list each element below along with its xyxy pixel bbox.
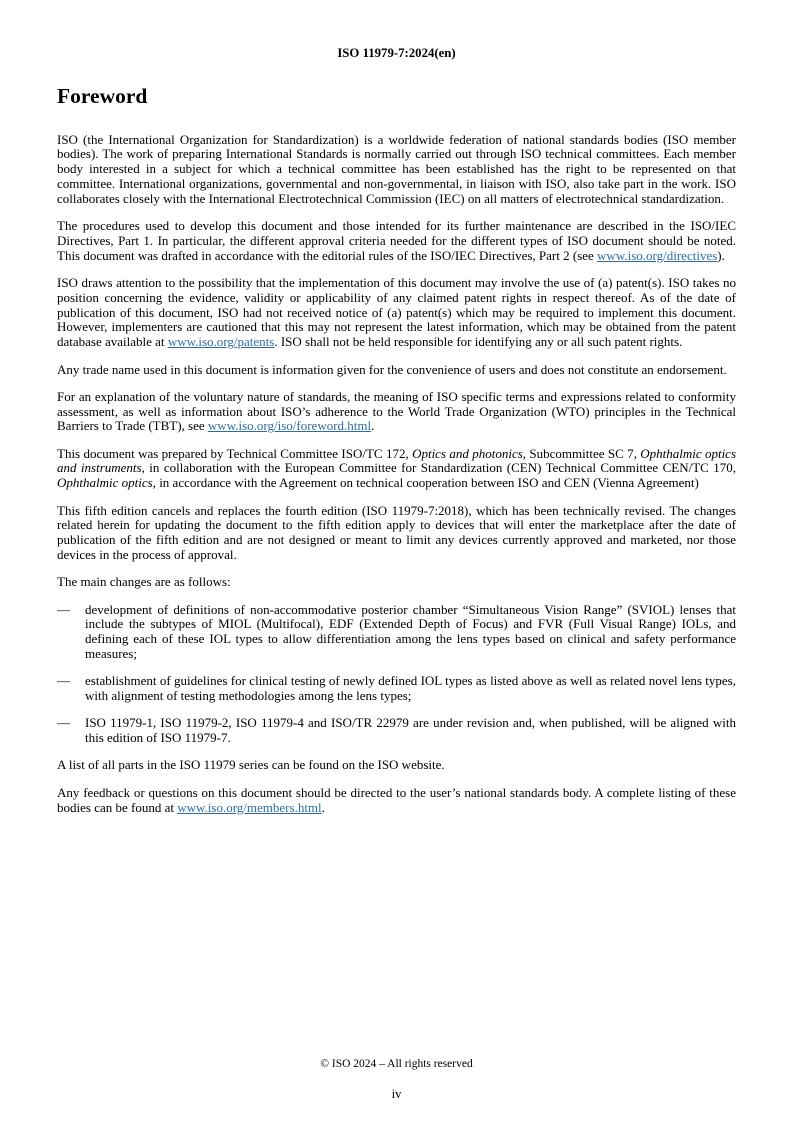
paragraph: This document was prepared by Technical Committee ISO/TC 172, Optics and photonics, Subcommittee SC 7, Ophthalmic optics and instruments, in collaboration with the European Committee for Standardization (CEN) Technical Committee CEN/TC 170, Ophthalmic optics, in accordance with the Agreement on technical cooperation between ISO and CEN (Vienna Agreement) — [57, 445, 737, 491]
hyperlink[interactable]: www.iso.org/members.html — [177, 799, 322, 815]
list-item-text: establishment of guidelines for clinical testing of newly defined IOL types as listed above as well as related novel lens types, with alignment of testing methodologies among the lens types; — [85, 673, 736, 704]
paragraph: This fifth edition cancels and replaces the fourth edition (ISO 11979-7:2018), which has been technically revised. The changes related herein for updating the document to the fifth edition apply to devices that will enter the marketplace after the date of publication of the fifth edition and are not designed or meant to limit any devices currently approved and marketed, nor those devices in the process of approval. — [57, 502, 736, 562]
page-number: iv — [391, 1087, 402, 1101]
list-item-text: development of definitions of non-accommodative posterior chamber “Simultaneous Vision Range” (SVIOL) lenses that include the subtypes of MIOL (Multifocal), EDF (Extended Depth of Focus) and FVR (Full Visual Range) IOLs, and defining each of these IOL types to allow differentiation among the lens types based on clinical and safety performance measures; — [85, 601, 736, 661]
list-item-text: ISO 11979-1, ISO 11979-2, ISO 11979-4 and ISO/TR 22979 are under revision and, when published, will be aligned with this edition of ISO 11979-7. — [85, 715, 736, 746]
paragraph: Any trade name used in this document is information given for the convenience of users and does not constitute an endorsement. — [57, 361, 727, 377]
paragraph: ISO (the International Organization for Standardization) is a worldwide federation of national standards bodies (ISO member bodies). The work of preparing International Standards is normally carried out through ISO technical committees. Each member body interested in a subject for which a technical committee has been established has the right to be represented on that committee. International organizations, governmental and non-governmental, in liaison with ISO, also take part in the work. ISO collaborates closely with the International Electrotechnical Commission (IEC) on all matters of electrotechnical standardization. — [57, 131, 736, 206]
document-footer — [0, 1058, 793, 1102]
document-body — [57, 133, 736, 816]
italic-text: Ophthalmic optics and instruments — [57, 445, 737, 476]
hyperlink[interactable]: www.iso.org/iso/foreword.html — [207, 418, 372, 434]
hyperlink[interactable]: www.iso.org/patents — [167, 334, 275, 350]
italic-text: Optics and photonics — [412, 445, 523, 461]
document-reference: ISO 11979-7:2024(en) — [337, 46, 456, 60]
list-dash: — — [57, 673, 70, 689]
list-item — [57, 603, 736, 662]
paragraph: Any feedback or questions on this document should be directed to the user’s national standards body. A complete listing of these bodies can be found at www.iso.org/members.html. — [57, 784, 736, 815]
page-title: Foreword — [57, 84, 148, 108]
hyperlink[interactable]: www.iso.org/directives — [597, 247, 718, 263]
italic-text: Ophthalmic optics, — [57, 475, 156, 491]
paragraph: For an explanation of the voluntary nature of standards, the meaning of ISO specific terms and expressions related to conformity assessment, as well as information about ISO’s adherence to the World Trade Organization (WTO) principles in the Technical Barriers to Trade (TBT), see www.iso.org/iso/foreword.html. — [57, 388, 736, 434]
paragraph: A list of all parts in the ISO 11979 series can be found on the ISO website. — [57, 757, 445, 773]
paragraph: The procedures used to develop this document and those intended for its further maintenance are described in the ISO/IEC Directives, Part 1. In particular, the different approval criteria needed for the different types of ISO document should be noted. This document was drafted in accordance with the editorial rules of the ISO/IEC Directives, Part 2 (see www.iso.org/directives). — [57, 218, 736, 263]
list-item — [57, 674, 736, 704]
copyright-notice: © ISO 2024 – All rights reserved — [320, 1058, 473, 1070]
list-dash: — — [57, 601, 70, 617]
list-dash: — — [57, 715, 70, 731]
paragraph: ISO draws attention to the possibility that the implementation of this document may involve the use of (a) patent(s). ISO takes no position concerning the evidence, validity or applicability of any claimed patent rights in respect thereof. As of the date of publication of this document, ISO had not received notice of (a) patent(s) which may be required to implement this document. However, implementers are cautioned that this may not represent the latest information, which may be obtained from the patent database available at www.iso.org/patents. ISO shall not be held responsible for identifying any or all such patent rights. — [57, 275, 736, 350]
paragraph: The main changes are as follows: — [57, 574, 231, 590]
list-item — [57, 716, 736, 746]
